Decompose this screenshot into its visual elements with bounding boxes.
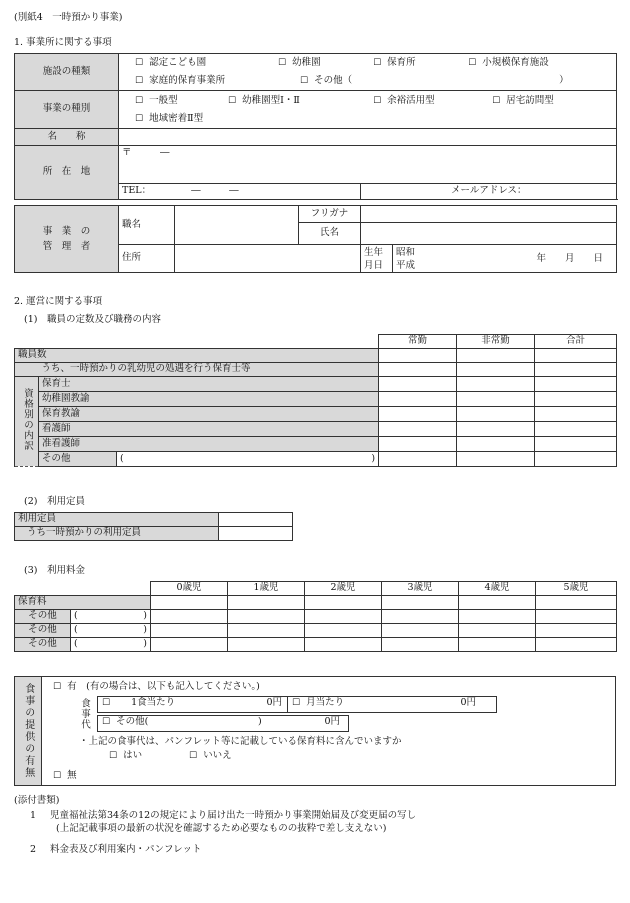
cell[interactable] — [457, 377, 535, 392]
cell[interactable] — [457, 407, 535, 422]
cell[interactable] — [457, 392, 535, 407]
business-type-label: 事業の種別 — [15, 91, 119, 129]
attachment-num: 1 — [30, 810, 37, 821]
col-age: 4歳児 — [459, 582, 536, 596]
meal-other-field[interactable]: ☐ その他( ) 0円 — [97, 715, 349, 732]
checkbox-icon[interactable]: ☐ — [135, 58, 144, 68]
address-field[interactable] — [119, 146, 617, 184]
birth-label: 生年 月日 — [361, 245, 393, 273]
date-units: 年 月 日 — [536, 253, 603, 264]
fee-row: 保育料 — [15, 596, 151, 610]
checkbox-icon[interactable]: ☐ — [53, 682, 62, 692]
facility-table — [14, 53, 617, 200]
cell[interactable] — [457, 437, 535, 452]
row-sub-staff: うち、一時預かりの乳幼児の処遇を行う保育士等 — [39, 363, 379, 377]
fee-row: その他 — [15, 610, 71, 624]
cell[interactable] — [457, 452, 535, 467]
cell[interactable] — [536, 596, 617, 610]
manager-table — [14, 205, 617, 273]
col-age: 2歳児 — [305, 582, 382, 596]
checkbox-icon[interactable]: ☐ — [135, 95, 144, 106]
option-youchien: 幼稚園 — [292, 57, 321, 68]
cell[interactable] — [535, 377, 617, 392]
option-yoyu: 余裕活用型 — [387, 94, 435, 106]
business-type-options — [119, 91, 617, 129]
cell[interactable] — [459, 624, 536, 638]
cell[interactable] — [379, 392, 457, 407]
postal-mark: 〒 ― — [122, 147, 170, 158]
fees-corner — [15, 582, 151, 596]
cell[interactable] — [379, 349, 457, 363]
cell[interactable] — [228, 638, 305, 652]
email-label: メールアドレス： — [361, 184, 617, 200]
cell[interactable] — [379, 363, 457, 377]
cell[interactable] — [305, 624, 382, 638]
era-heisei: 平成 — [396, 259, 416, 271]
cell[interactable] — [536, 638, 617, 652]
col-age: 5歳児 — [536, 582, 617, 596]
cell[interactable] — [379, 437, 457, 452]
checkbox-icon[interactable]: ☐ — [278, 58, 287, 68]
cell[interactable] — [228, 596, 305, 610]
capacity-sub-value[interactable] — [219, 527, 293, 541]
furigana-field[interactable] — [361, 206, 617, 223]
capacity-sub-row: うち一時預かりの利用定員 — [15, 527, 219, 541]
col-age: 0歳児 — [151, 582, 228, 596]
checkbox-icon[interactable]: ☐ — [228, 95, 237, 106]
fee-other-field[interactable]: ( ) — [71, 638, 151, 652]
checkbox-icon[interactable]: ☐ — [292, 698, 301, 708]
cell[interactable] — [379, 422, 457, 437]
capacity-table — [14, 512, 293, 541]
cell[interactable] — [536, 624, 617, 638]
era-showa: 昭和 — [396, 246, 416, 258]
qualification-label: 資格別の内訳 — [15, 377, 39, 467]
col-total: 合計 — [535, 335, 617, 349]
cell[interactable] — [151, 624, 228, 638]
checkbox-icon[interactable]: ☐ — [109, 751, 118, 761]
cell[interactable] — [535, 407, 617, 422]
cell[interactable] — [379, 407, 457, 422]
capacity-row: 利用定員 — [15, 513, 219, 527]
checkbox-icon[interactable]: ☐ — [468, 58, 477, 68]
cell[interactable] — [305, 610, 382, 624]
cell[interactable] — [151, 638, 228, 652]
cell[interactable] — [535, 392, 617, 407]
cell[interactable] — [535, 437, 617, 452]
cell[interactable] — [305, 596, 382, 610]
cell[interactable] — [536, 610, 617, 624]
per-meal-yen: 0円 — [266, 697, 282, 708]
checkbox-icon[interactable]: ☐ — [135, 76, 144, 86]
manager-label: 事 業 の 管 理 者 — [15, 206, 119, 273]
cell[interactable] — [459, 610, 536, 624]
cell[interactable] — [535, 349, 617, 363]
cell[interactable] — [379, 377, 457, 392]
tel-field[interactable] — [119, 184, 361, 200]
col-parttime: 非常勤 — [457, 335, 535, 349]
meal-fee-label: 食事代 — [79, 698, 90, 730]
cell[interactable] — [151, 610, 228, 624]
checkbox-icon[interactable]: ☐ — [373, 58, 382, 68]
checkbox-icon[interactable]: ☐ — [373, 95, 382, 106]
option-other: その他（ — [314, 75, 353, 86]
attachment-line: 料金表及び利用案内・パンフレット — [50, 844, 202, 855]
attachment-line: 児童福祉法第34条の12の規定により届け出た一時預かり事業開始届及び変更届の写し — [50, 810, 417, 821]
meal-other-yen: 0円 — [324, 716, 340, 727]
staff-table — [14, 334, 617, 467]
name-field[interactable] — [119, 129, 617, 146]
cell[interactable] — [535, 363, 617, 377]
section1-title: 1. 事業所に関する事項 — [14, 37, 112, 48]
qual-row: 保育教諭 — [39, 407, 379, 422]
option-other-close: ） — [559, 75, 569, 86]
cell[interactable] — [457, 363, 535, 377]
checkbox-icon[interactable]: ☐ — [102, 717, 111, 727]
option-katei: 家庭的保育事業所 — [149, 75, 226, 86]
fees-table — [14, 581, 617, 652]
row-staff-count: 職員数 — [15, 349, 379, 363]
cell[interactable] — [535, 422, 617, 437]
meal-box — [14, 676, 616, 786]
birth-field[interactable] — [393, 245, 617, 273]
qual-row: 保育士 — [39, 377, 379, 392]
checkbox-icon[interactable]: ☐ — [300, 76, 309, 86]
attachments-title: (添付書類) — [14, 795, 60, 806]
per-meal-field[interactable]: ☐ 1食当たり 0円 — [97, 696, 288, 713]
facility-type-options — [119, 54, 617, 91]
col-age: 3歳児 — [382, 582, 459, 596]
fees-title: (3) 利用料金 — [24, 565, 85, 576]
qual-row: 幼稚園教諭 — [39, 392, 379, 407]
option-hoikusho: 保育所 — [387, 57, 416, 68]
indent — [15, 363, 39, 377]
option-shokibo: 小規模保育施設 — [482, 57, 549, 68]
per-month-field[interactable]: ☐ 月当たり 0円 — [287, 696, 497, 713]
manager-address-label: 住所 — [119, 245, 175, 273]
fee-other-field[interactable]: ( ) — [71, 610, 151, 624]
option-kyotaku: 居宅訪問型 — [506, 94, 554, 106]
cell[interactable] — [459, 638, 536, 652]
cell[interactable] — [379, 452, 457, 467]
meal-label: 食事の提供の有無 — [15, 677, 42, 785]
checkbox-icon[interactable]: ☐ — [492, 95, 501, 106]
manager-address-field[interactable] — [175, 245, 361, 273]
cell[interactable] — [382, 638, 459, 652]
checkbox-icon[interactable]: ☐ — [102, 698, 111, 708]
option-nintei: 認定こども園 — [149, 57, 207, 68]
meal-question: ・上記の食事代は、パンフレット等に記載している保育料に含んでいますか — [79, 736, 402, 747]
attachment-num: 2 — [30, 844, 37, 855]
checkbox-icon[interactable]: ☐ — [135, 113, 144, 124]
cell[interactable] — [305, 638, 382, 652]
name-label: 名 称 — [15, 129, 119, 146]
cell[interactable] — [382, 610, 459, 624]
attachment-note: (上記記載事項の最新の状況を確認するため必要なものの抜粋で差し支えない) — [56, 823, 387, 834]
option-youchien-gata: 幼稚園型Ⅰ・Ⅱ — [242, 94, 300, 106]
job-title-field[interactable] — [175, 206, 299, 245]
checkbox-icon[interactable]: ☐ — [189, 751, 198, 761]
tel-label: TEL： — [122, 185, 152, 197]
manager-name-label: 氏名 — [299, 223, 361, 245]
form-header: (別紙4 一時預かり事業) — [14, 12, 123, 23]
staff-corner — [15, 335, 379, 349]
cell[interactable] — [457, 349, 535, 363]
meal-fee-box — [71, 696, 497, 732]
cell[interactable] — [457, 422, 535, 437]
furigana-label: フリガナ — [299, 206, 361, 223]
cell[interactable] — [151, 596, 228, 610]
cell[interactable] — [228, 610, 305, 624]
col-fulltime: 常勤 — [379, 335, 457, 349]
meal-answer-yes: ☐ はい — [109, 750, 143, 761]
qual-other: その他 — [39, 452, 117, 467]
facility-type-label: 施設の種類 — [15, 54, 119, 91]
qual-other-field[interactable]: ( ) — [117, 452, 379, 467]
fee-other-field[interactable]: ( ) — [71, 624, 151, 638]
section2-title: 2. 運営に関する事項 — [14, 296, 103, 307]
job-title-label: 職名 — [119, 206, 175, 245]
option-chiiki: 地域密着Ⅱ型 — [149, 112, 204, 124]
cell[interactable] — [228, 624, 305, 638]
checkbox-icon[interactable]: ☐ — [53, 771, 62, 781]
manager-name-field[interactable] — [361, 223, 617, 245]
meal-none: ☐ 無 — [53, 770, 77, 781]
capacity-title: (2) 利用定員 — [24, 496, 85, 507]
qual-row: 准看護師 — [39, 437, 379, 452]
staff-title: (1) 職員の定数及び職務の内容 — [24, 314, 161, 325]
qual-row: 看護師 — [39, 422, 379, 437]
col-age: 1歳児 — [228, 582, 305, 596]
cell[interactable] — [382, 596, 459, 610]
address-label: 所 在 地 — [15, 146, 119, 200]
cell[interactable] — [535, 452, 617, 467]
meal-yes: ☐ 有 (有の場合は、以下も記入してください。) — [53, 681, 260, 692]
per-month-yen: 0円 — [460, 697, 476, 708]
cell[interactable] — [382, 624, 459, 638]
cell[interactable] — [459, 596, 536, 610]
option-ippan: 一般型 — [149, 94, 178, 106]
tel-dashes: ― ― — [191, 185, 239, 197]
meal-answer-no: ☐ いいえ — [189, 750, 232, 761]
fee-row: その他 — [15, 624, 71, 638]
capacity-value[interactable] — [219, 513, 293, 527]
fee-row: その他 — [15, 638, 71, 652]
